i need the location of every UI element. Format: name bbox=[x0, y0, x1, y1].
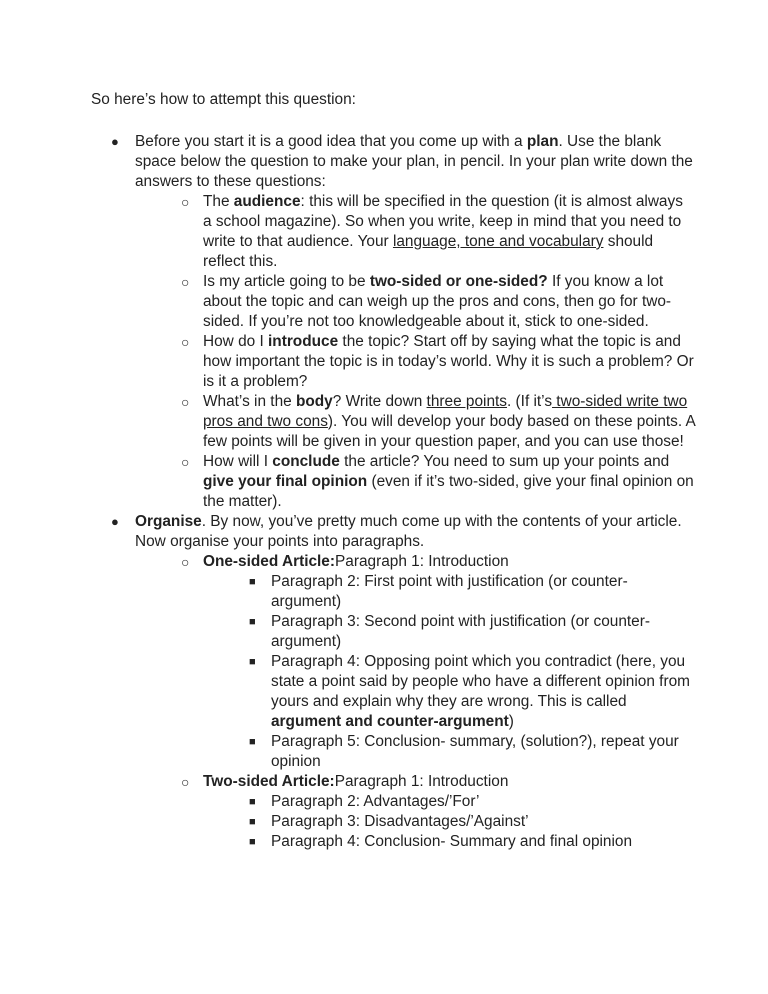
list-item-audience: ○ The audience: this will be specified in the question (it is almost always a school magazine). So when you write, keep in mind that you need to write to that audience. Your language, tone and vocabulary should reflect this. bbox=[181, 193, 683, 270]
list-item: ■ Paragraph 3: Second point with justification (or counter-argument) bbox=[249, 613, 650, 650]
bullet-square-icon: ■ bbox=[249, 576, 256, 588]
list-item: ■ Paragraph 3: Disadvantages/’Against’ bbox=[249, 813, 529, 830]
bullet-square-icon: ■ bbox=[249, 796, 256, 808]
bullet-square-icon: ■ bbox=[249, 816, 256, 828]
bullet-circle-icon: ○ bbox=[181, 394, 190, 410]
one-sided-paragraphs bbox=[249, 572, 695, 772]
bullet-circle-icon: ○ bbox=[181, 774, 190, 790]
list-item-two-sided: ○ Two-sided Article:Paragraph 1: Introduction ■ Paragraph 2: Advantages/’For’ ■ Paragraph 3: Disadvantages/’Against’ ■ Paragraph 4: Conclusion- Summary and final opinion bbox=[203, 772, 695, 852]
instruction-list bbox=[111, 132, 695, 852]
bullet-square-icon: ■ bbox=[249, 836, 256, 848]
bullet-disc-icon: ● bbox=[111, 514, 119, 529]
list-item: ■ Paragraph 2: Advantages/’For’ bbox=[249, 793, 480, 810]
bullet-circle-icon: ○ bbox=[181, 454, 190, 470]
list-item-plan: ● Before you start it is a good idea that you come up with a plan. Use the blank space below the question to make your plan, in pencil. In your plan write down the answers to these questions: ○ The audience: this will be specified in the question (it is almost always a school magazine). So when you write, keep in mind that you need to write to that audience. Your language, tone and vocabulary should reflect this. ○ Is my article going to be two-sided or one-sided? If you know a lot about the topic and can weigh up the pros and cons, then go for two-sided. If you’re not too knowledgeable about it, stick to one-sided. ○ How do I introduce the topic? Start off by saying what the topic is and how important the topic is in today’s world. Why it is such a problem? Or is it a problem? ○ What’s in the body? Write down three points. (If it’s two-sided write two pros and two cons). You will develop your body based on these points. A few points will be given in your question paper, and you can use those! ○ How will I conclude the article? You need to sum up your points and give your final opinion (even if it’s two-sided, give your final opinion on the matter). bbox=[111, 133, 695, 510]
bullet-circle-icon: ○ bbox=[181, 554, 190, 570]
list-item-introduce: ○ How do I introduce the topic? Start off by saying what the topic is and how important the topic is in today’s world. Why it is such a problem? Or is it a problem? bbox=[181, 333, 694, 390]
list-item: ■ Paragraph 2: First point with justification (or counter-argument) bbox=[249, 573, 628, 610]
bullet-square-icon: ■ bbox=[249, 656, 256, 668]
bullet-square-icon: ■ bbox=[249, 616, 256, 628]
list-item-organise: ● Organise. By now, you’ve pretty much come up with the contents of your article. Now organise your points into paragraphs. ○ One-sided Article:Paragraph 1: Introduction ■ Paragraph 2: First point with justification (or counter-argument) ■ Paragraph 3: Second point with justification (or counter-argument) ■ Paragraph 4: Opposing point which you contradict (here, you state a point said by people who have a different opinion from yours and explain why they are wrong. This is called argument and counter-argument) ■ Paragraph 5: Conclusion- summary, (solution?), repeat your opinion ○ Two-sided Article:Paragraph 1: Introduction ■ Paragraph 2: Advantages/’For’ ■ Paragraph 3: Disadvantages/’Against’ ■ Paragraph 4: Conclusion- Summary and final opinion bbox=[135, 512, 695, 852]
list-item: ■ Paragraph 4: Opposing point which you contradict (here, you state a point said by people who have a different opinion from yours and explain why they are wrong. This is called argument and counter-argument) bbox=[249, 653, 690, 730]
list-item-one-sided: ○ One-sided Article:Paragraph 1: Introduction ■ Paragraph 2: First point with justification (or counter-argument) ■ Paragraph 3: Second point with justification (or counter-argument) ■ Paragraph 4: Opposing point which you contradict (here, you state a point said by people who have a different opinion from yours and explain why they are wrong. This is called argument and counter-argument) ■ Paragraph 5: Conclusion- summary, (solution?), repeat your opinion bbox=[203, 552, 695, 772]
two-sided-paragraphs bbox=[249, 792, 695, 852]
list-item-sidedness: ○ Is my article going to be two-sided or one-sided? If you know a lot about the topic and can weigh up the pros and cons, then go for two-sided. If you’re not too knowledgeable about it, stick to one-sided. bbox=[181, 273, 672, 330]
bullet-circle-icon: ○ bbox=[181, 334, 190, 350]
intro-text: So here’s how to attempt this question: bbox=[91, 91, 356, 108]
list-item-conclude: ○ How will I conclude the article? You need to sum up your points and give your final opinion (even if it’s two-sided, give your final opinion on the matter). bbox=[181, 453, 694, 510]
bullet-square-icon: ■ bbox=[249, 736, 256, 748]
bullet-disc-icon: ● bbox=[111, 134, 119, 149]
list-item: ■ Paragraph 5: Conclusion- summary, (solution?), repeat your opinion bbox=[249, 733, 679, 770]
plan-questions-list bbox=[181, 192, 695, 512]
bullet-circle-icon: ○ bbox=[181, 274, 190, 290]
article-types-list bbox=[181, 552, 695, 852]
list-item: ■ Paragraph 4: Conclusion- Summary and final opinion bbox=[249, 833, 633, 850]
list-item-body: ○ What’s in the body? Write down three points. (If it’s two-sided write two pros and two cons). You will develop your body based on these points. A few points will be given in your question paper, and you can use those! bbox=[181, 393, 695, 450]
bullet-circle-icon: ○ bbox=[181, 194, 190, 210]
